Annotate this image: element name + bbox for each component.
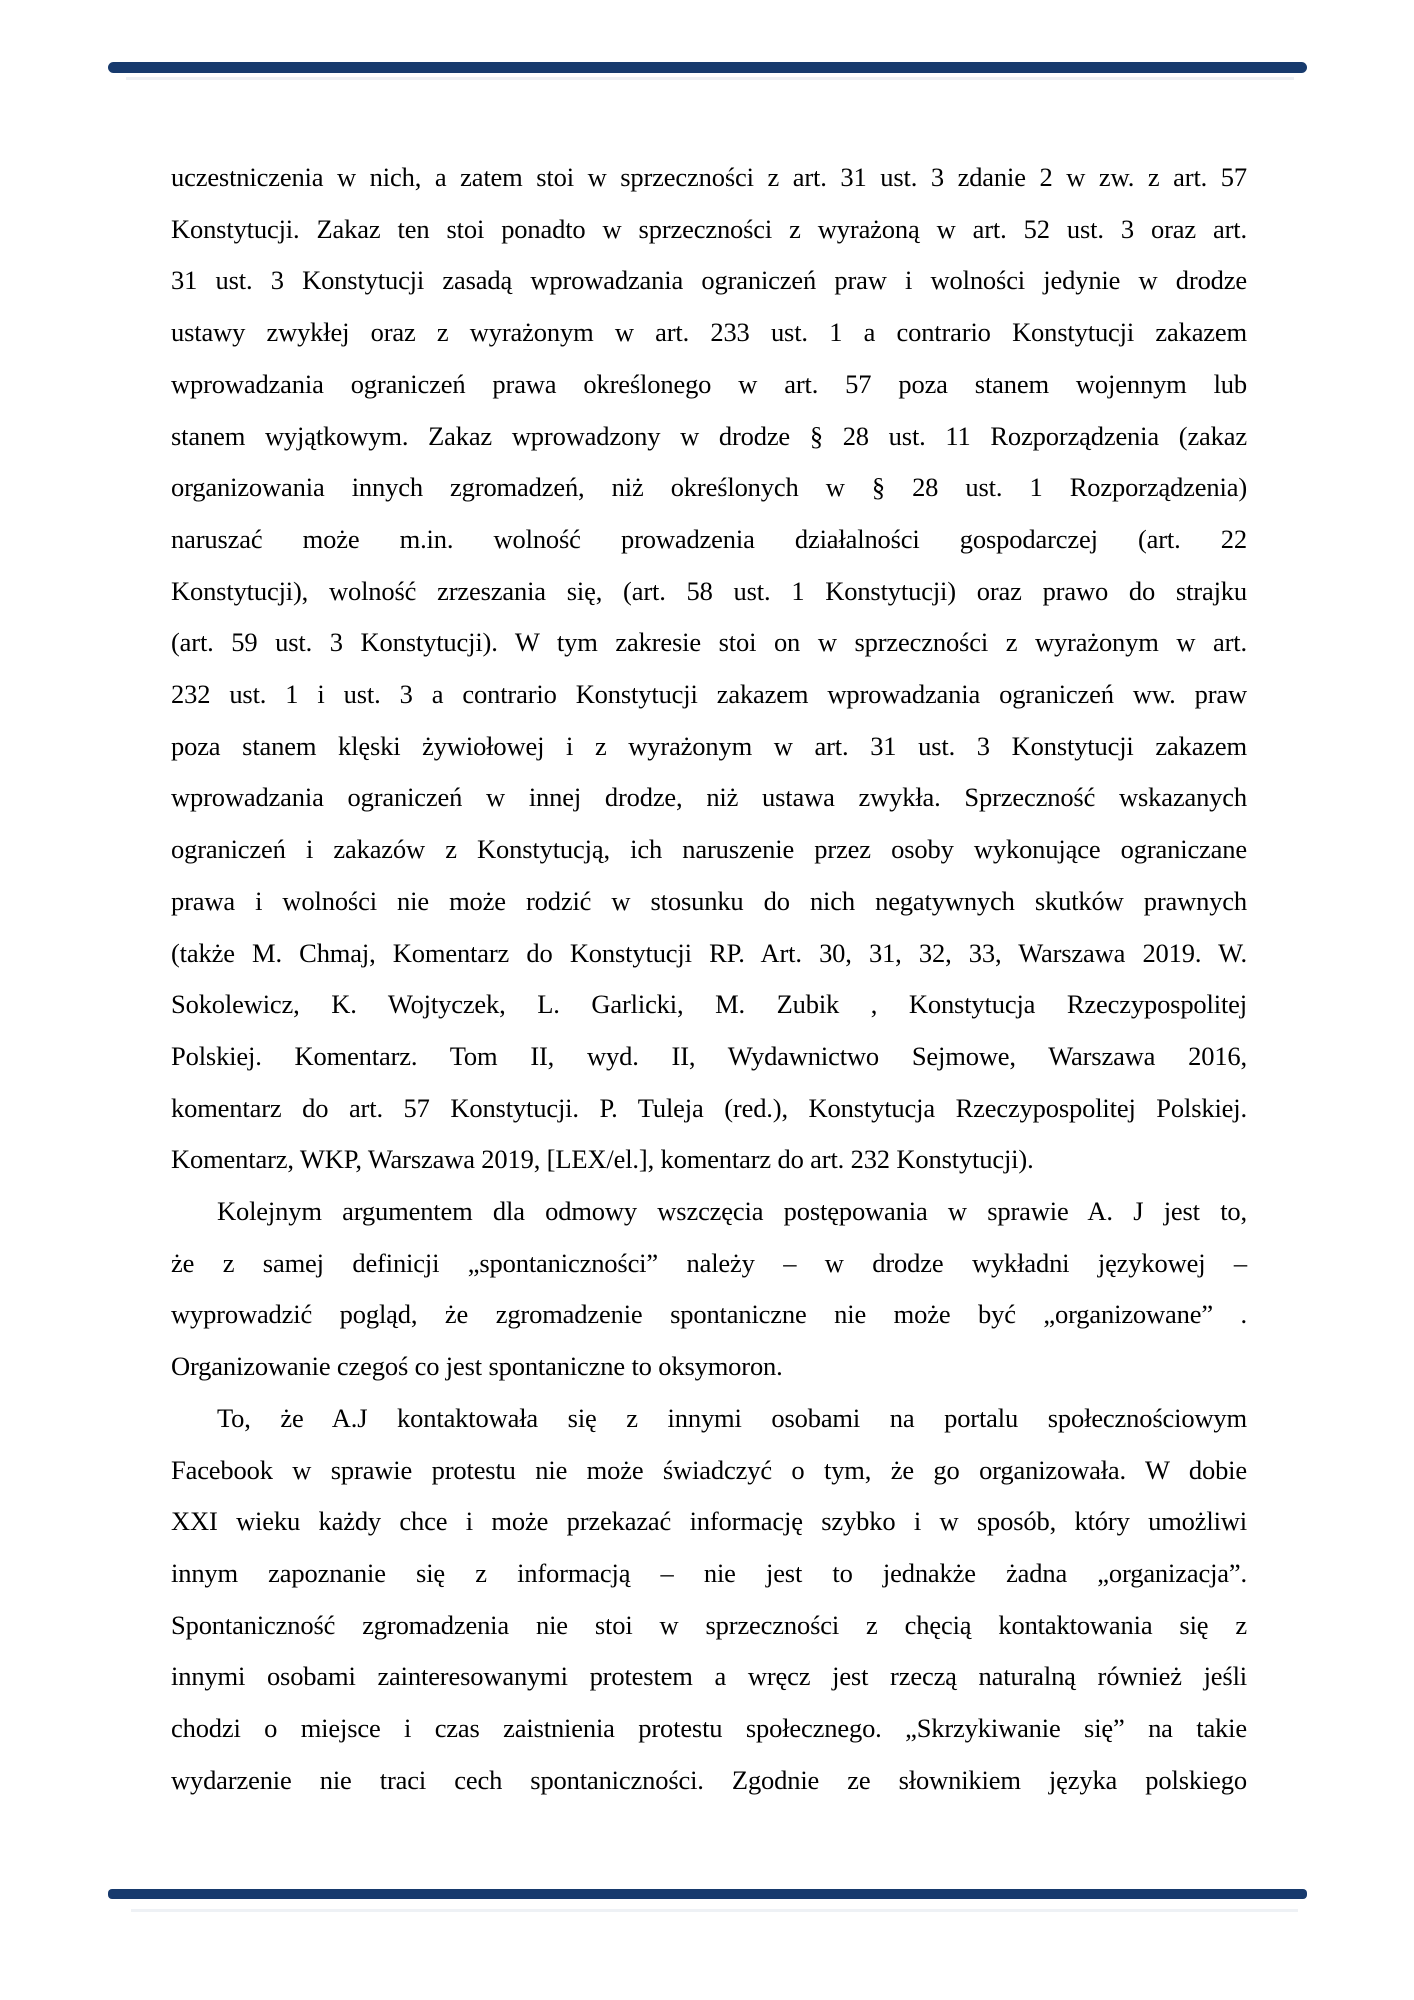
text-line: Kolejnym argumentem dla odmowy wszczęcia postępowania w sprawie A. J jest to, [217, 1196, 1247, 1227]
text-line: 31 ust. 3 Konstytucji zasadą wprowadzania ograniczeń praw i wolności jedynie w drodze [171, 265, 1247, 296]
text-line: wydarzenie nie traci cech spontaniczności. Zgodnie ze słownikiem języka polskiego [171, 1764, 1247, 1795]
document-text [171, 152, 1247, 1807]
text-line: że z samej definicji „spontaniczności” należy – w drodze wykładni językowej – [171, 1247, 1247, 1278]
text-line: To, że A.J kontaktowała się z innymi osobami na portalu społecznościowym [217, 1402, 1247, 1433]
text-line: uczestniczenia w nich, a zatem stoi w sprzeczności z art. 31 ust. 3 zdanie 2 w zw. z art. 57 [171, 162, 1247, 192]
text-line: stanem wyjątkowym. Zakaz wprowadzony w drodze § 28 ust. 11 Rozporządzenia (zakaz [171, 420, 1247, 451]
text-line: Polskiej. Komentarz. Tom II, wyd. II, Wydawnictwo Sejmowe, Warszawa 2016, [171, 1040, 1247, 1071]
text-line: Facebook w sprawie protestu nie może świadczyć o tym, że go organizowała. W dobie [171, 1454, 1247, 1485]
text-line: Spontaniczność zgromadzenia nie stoi w sprzeczności z chęcią kontaktowania się z [171, 1609, 1247, 1640]
text-line: prawa i wolności nie może rodzić w stosunku do nich negatywnych skutków prawnych [171, 885, 1247, 916]
text-line: Konstytucji), wolność zrzeszania się, (art. 58 ust. 1 Konstytucji) oraz prawo do strajku [171, 575, 1247, 606]
text-line: Konstytucji. Zakaz ten stoi ponadto w sprzeczności z wyrażoną w art. 52 ust. 3 oraz art. [171, 213, 1247, 244]
text-line: Sokolewicz, K. Wojtyczek, L. Garlicki, M. Zubik , Konstytucja Rzeczypospolitej [171, 989, 1247, 1020]
text-line: wyprowadzić pogląd, że zgromadzenie spontaniczne nie może być „organizowane” . [171, 1299, 1247, 1330]
text-line: komentarz do art. 57 Konstytucji. P. Tuleja (red.), Konstytucja Rzeczypospolitej Polskiej. [171, 1092, 1247, 1123]
text-line: innymi osobami zainteresowanymi protestem a wręcz jest rzeczą naturalną również jeśli [171, 1661, 1247, 1692]
text-line: (także M. Chmaj, Komentarz do Konstytucji RP. Art. 30, 31, 32, 33, Warszawa 2019. W. [171, 937, 1247, 968]
text-line: wprowadzania ograniczeń prawa określonego w art. 57 poza stanem wojennym lub [171, 368, 1247, 399]
text-line: organizowania innych zgromadzeń, niż określonych w § 28 ust. 1 Rozporządzenia) [171, 472, 1247, 503]
text-line: ustawy zwykłej oraz z wyrażonym w art. 233 ust. 1 a contrario Konstytucji zakazem [171, 317, 1247, 348]
text-line: wprowadzania ograniczeń w innej drodze, niż ustawa zwykła. Sprzeczność wskazanych [171, 782, 1247, 813]
bottom-hairline [131, 1909, 1298, 1912]
text-line: Komentarz, WKP, Warszawa 2019, [LEX/el.], komentarz do art. 232 Konstytucji). [171, 1144, 1034, 1175]
text-line: 232 ust. 1 i ust. 3 a contrario Konstytucji zakazem wprowadzania ograniczeń ww. praw [171, 679, 1247, 710]
text-line: XXI wieku każdy chce i może przekazać informację szybko i w sposób, który umożliwi [171, 1506, 1247, 1537]
text-line: chodzi o miejsce i czas zaistnienia protestu społecznego. „Skrzykiwanie się” na takie [171, 1713, 1247, 1744]
text-line: (art. 59 ust. 3 Konstytucji). W tym zakresie stoi on w sprzeczności z wyrażonym w art. [171, 627, 1247, 658]
text-line: Organizowanie czegoś co jest spontaniczne to oksymoron. [171, 1351, 783, 1382]
text-line: naruszać może m.in. wolność prowadzenia działalności gospodarczej (art. 22 [171, 523, 1247, 554]
text-line: innym zapoznanie się z informacją – nie jest to jednakże żadna „organizacja”. [171, 1557, 1247, 1588]
text-line: ograniczeń i zakazów z Konstytucją, ich naruszenie przez osoby wykonujące ograniczane [171, 834, 1247, 865]
text-line: poza stanem klęski żywiołowej i z wyrażonym w art. 31 ust. 3 Konstytucji zakazem [171, 730, 1247, 761]
top-hairline [126, 77, 1294, 80]
bottom-horizontal-rule [108, 1889, 1307, 1899]
top-horizontal-rule [108, 62, 1307, 73]
